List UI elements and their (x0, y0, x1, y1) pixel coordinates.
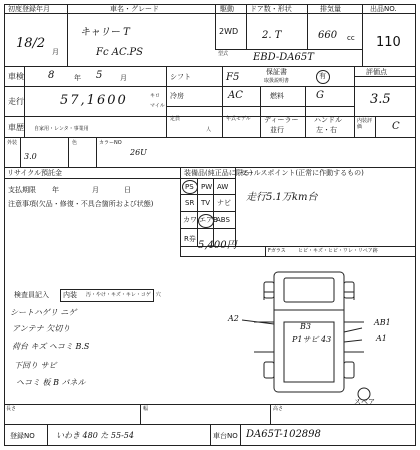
divider (215, 49, 362, 50)
shift-value: F5 (226, 72, 240, 83)
color-code-label: カラーNO (99, 140, 122, 146)
drive-label: 駆動 (220, 5, 234, 13)
handle-options: 左・右 (316, 126, 337, 134)
equip-aw: AW (217, 183, 229, 191)
recycle-year: 年 (52, 186, 59, 194)
recycle-due: 支払期限 (8, 186, 36, 194)
row-line (354, 76, 415, 77)
interior-value: C (392, 121, 400, 132)
r-key-label: R券 (184, 235, 196, 243)
spare-label: スペア (354, 398, 375, 406)
equip-line (180, 194, 235, 195)
divider (20, 137, 21, 167)
warranty-sub: 取扱説明書 (264, 78, 290, 84)
mileage-value: 57,1600 (60, 93, 128, 108)
equip-tv: TV (201, 199, 211, 207)
inspector-interior-tags: 汚・やけ・キズ・キレ・コゲ・穴 (86, 292, 161, 298)
divider (246, 4, 247, 49)
equipment-label: 装備品(純正品に限る) (184, 169, 253, 177)
reg-label: 登録NO (10, 432, 35, 440)
capacity-label: 定員 (170, 116, 181, 122)
inspector-note: 下回り サビ (14, 361, 57, 370)
aircon-label: 冷房 (170, 92, 184, 100)
aircon-value: AC (228, 90, 243, 101)
glass-label: Fガラス (268, 248, 286, 254)
mileage-unit-km: キロ (150, 93, 161, 99)
first-reg-value: 18/2 (16, 36, 46, 51)
row-line (4, 167, 415, 168)
r-key-value: 5,400円 (198, 240, 237, 251)
divider (215, 4, 216, 49)
chassis-value: DA65T-102898 (246, 429, 321, 440)
fuel-value: G (316, 90, 324, 101)
width-label: 幅 (143, 406, 149, 412)
color-code-value: 26U (130, 148, 147, 157)
lot-value: 110 (376, 35, 401, 50)
model-value: キャリー T (80, 27, 130, 38)
divider (265, 246, 266, 256)
equip-abs: ABS (216, 216, 230, 224)
inspection-month-unit: 月 (120, 74, 127, 82)
row-line (166, 106, 354, 107)
damage-mark-b3: B3 (300, 322, 311, 331)
fuel-label: 燃料 (270, 92, 284, 100)
interior-label: 内装評価 (357, 118, 373, 130)
dealer-sub: 並行 (270, 126, 284, 134)
mileage-label: 走行 (8, 97, 24, 106)
inspection-month-value: 5 (96, 70, 103, 81)
divider (67, 4, 68, 66)
equip-navi: ナビ (217, 199, 231, 207)
equip-pw: PW (201, 183, 213, 191)
equip-airbag-circle (198, 214, 214, 228)
divider (260, 86, 261, 137)
row-line (180, 256, 415, 257)
divider (307, 4, 308, 49)
row-line (354, 116, 415, 117)
divider (210, 424, 211, 445)
row-line (4, 137, 415, 138)
divider (375, 116, 376, 137)
inspector-note: シートハゲリ ニゲ (10, 308, 77, 317)
inspector-note: ヘコミ 板 B パネル (16, 378, 86, 387)
border-right (415, 4, 416, 445)
border-left (4, 4, 5, 445)
sales-point-label: セールスポイント(正常に作動するもの) (240, 169, 364, 177)
equip-ps: PS (185, 183, 194, 191)
sales-point-value: 走行5.1万km台 (246, 192, 318, 203)
row-line (180, 178, 235, 179)
divider (68, 137, 69, 167)
grade-value: Fc AC.PS (96, 47, 143, 58)
damage-mark-a1: A1 (376, 334, 387, 343)
glass-options: ヒビ・キズ・ヒビ・ワレ・リペア跡 (298, 248, 378, 254)
equip-sr: SR (185, 199, 195, 207)
lot-label: 出品NO. (370, 5, 397, 13)
damage-mark-ab1: AB1 (374, 318, 391, 327)
divider (222, 66, 223, 137)
reg-value: いわき 480 た 55-54 (56, 431, 134, 440)
divider (362, 4, 363, 66)
divider (166, 66, 167, 137)
inspection-year-unit: 年 (74, 74, 81, 82)
model-grade-label: 車名・グレード (110, 5, 159, 13)
recycle-month: 月 (92, 186, 99, 194)
mileage-unit-mile: マイル (150, 103, 165, 109)
divider (305, 86, 306, 137)
drive-value: 2WD (219, 27, 239, 36)
divider (96, 137, 97, 167)
recycle-label: リサイクル預託金 (7, 169, 63, 177)
divider (24, 66, 25, 137)
exterior-label: 外装 (7, 140, 18, 146)
color-label: 色 (72, 140, 78, 146)
door-value: 2. T (262, 30, 282, 41)
recycle-day: 日 (124, 186, 131, 194)
warranty-label: 保証書 (266, 68, 287, 76)
first-reg-month-unit: 月 (52, 48, 59, 56)
inspector-interior-label: 内装 (63, 291, 77, 299)
row-line (4, 178, 180, 179)
divider (235, 167, 236, 246)
equip-ps-circle (182, 180, 198, 194)
height-label: 高さ (273, 406, 284, 412)
inspector-label: 検査員記入 (14, 291, 49, 299)
divider (47, 424, 48, 445)
exterior-value: 3.0 (24, 152, 37, 161)
rating-value: 3.5 (370, 92, 391, 107)
divider (140, 404, 141, 424)
inspection-label: 車検 (8, 72, 24, 81)
chassis-label: 車台NO (213, 432, 238, 440)
capacity-unit: 人 (206, 127, 212, 133)
rating-label: 評価点 (366, 68, 387, 76)
shift-label: シフト (170, 73, 191, 81)
damage-mark-p1: P1サビ 43 (292, 335, 332, 344)
border-top (4, 4, 416, 5)
inspector-note: アンテナ 欠切り (12, 324, 71, 333)
notes-label: 注意事項(欠品・修復・不具合箇所および状態) (8, 200, 154, 208)
equip-leather: カワ (183, 216, 197, 224)
inspector-note: 荷台 キズ ヘコミ B.S (12, 342, 90, 351)
displacement-value: 660 (318, 30, 338, 41)
equip-airbag: エアB (199, 216, 218, 224)
equip-line (180, 211, 235, 212)
first-reg-label: 初度登録年月 (8, 5, 50, 13)
border-bottom (4, 445, 416, 446)
dealer-label: ディーラー (264, 116, 299, 124)
inspection-year-value: 8 (48, 70, 55, 81)
handle-label: ハンドル (314, 116, 342, 124)
length-label: 長さ (6, 406, 17, 412)
damage-mark-a2: A2 (228, 314, 239, 323)
model-code-label: 型式 (218, 51, 229, 57)
model-code-value: EBD-DA65T (253, 52, 314, 63)
warranty-value: 有 (319, 72, 326, 80)
displacement-unit: cc (347, 34, 355, 42)
history-options: 自家用・レンタ・事業用 (34, 126, 89, 132)
equip-line (180, 228, 235, 229)
divider (240, 424, 241, 445)
displacement-label: 排気量 (320, 5, 341, 13)
year-model-label: 年式モデル (226, 116, 251, 122)
header-underline (4, 13, 415, 14)
door-label: ドア数・形状 (250, 5, 292, 13)
history-label: 車歴 (8, 123, 24, 132)
